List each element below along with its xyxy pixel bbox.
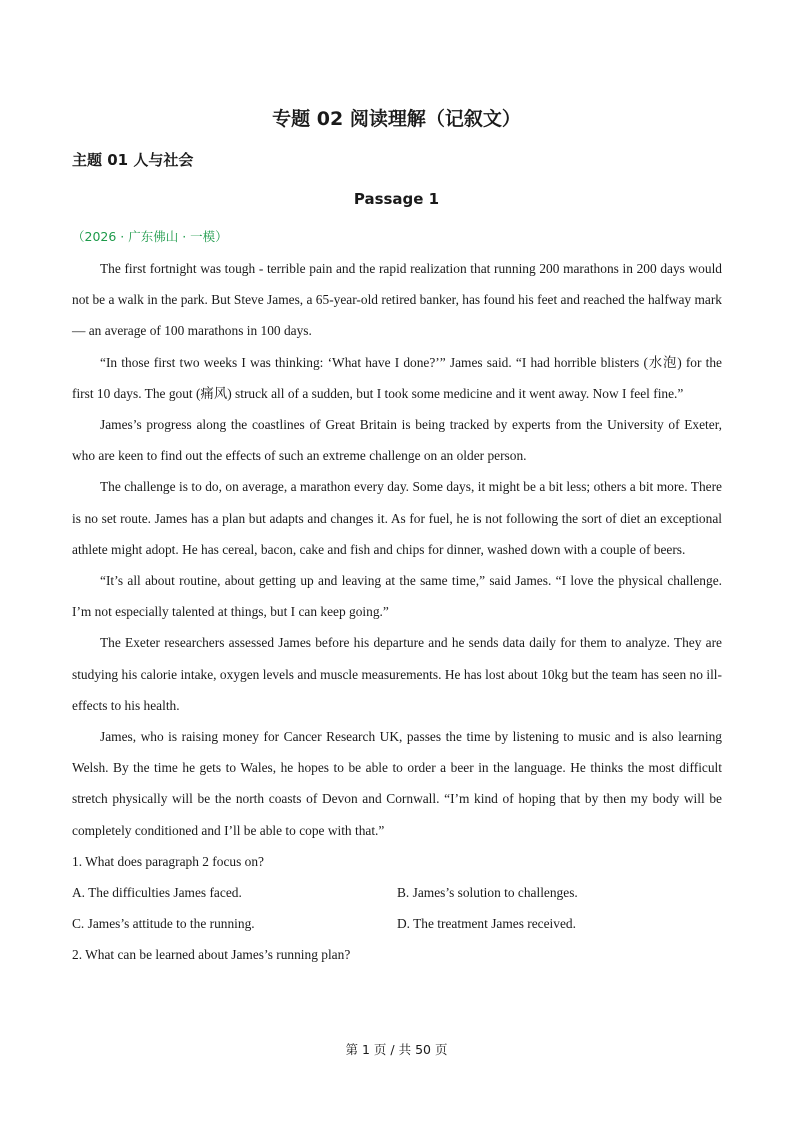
question-2-stem: 2. What can be learned about James’s running plan? [72, 947, 351, 963]
passage-title: Passage 1 [353, 190, 440, 208]
source-note: （2026 · 广东佛山 · 一模） [72, 229, 228, 244]
paragraph-5: “It’s all about routine, about getting up and leaving at the same time,” said James. “I love the physical challenge. I’m not especially talented at things, but I can keep going.” [72, 573, 722, 620]
paragraph-6: The Exeter researchers assessed James before his departure and he sends data daily for them to analyze. They are studying his calorie intake, oxygen levels and muscle measurements. He has lost about 10kg but the team has seen no ill-effects to his health. [72, 635, 722, 713]
option-c: C. James’s attitude to the running. [72, 916, 255, 932]
theme-heading: 主题 01 人与社会 [72, 151, 194, 169]
paragraph-1: The first fortnight was tough - terrible pain and the rapid realization that running 200 marathons in 200 days would not be a walk in the park. But Steve James, a 65-year-old retired banker, has found his feet and reached the halfway mark — an average of 100 marathons in 100 days. [72, 261, 722, 339]
paragraph-3: James’s progress along the coastlines of Great Britain is being tracked by experts from the University of Exeter, who are keen to find out the effects of such an extreme challenge on an older person. [72, 417, 722, 464]
paragraph-7: James, who is raising money for Cancer Research UK, passes the time by listening to music and is also learning Welsh. By the time he gets to Wales, he hopes to be able to order a beer in the language. He thinks the most difficult stretch physically will be the north coasts of Devon and Cornwall. “I’m kind of hoping that by then my body will be completely conditioned and I’ll be able to cope with that.” [72, 729, 722, 838]
paragraph-4: The challenge is to do, on average, a marathon every day. Some days, it might be a bit less; others a bit more. There is no set route. James has a plan but adapts and changes it. As for fuel, he is not following the sort of diet an exceptional athlete might adopt. He has cereal, bacon, cake and fish and chips for dinner, washed down with a couple of beers. [72, 479, 722, 557]
page-number: 第 1 页 / 共 50 页 [345, 1042, 448, 1057]
option-a: A. The difficulties James faced. [72, 885, 242, 901]
option-d: D. The treatment James received. [397, 916, 576, 932]
page-title: 专题 02 阅读理解（记叙文） [272, 108, 521, 130]
question-1-options-row-2 [72, 908, 722, 939]
question-1-options-row-1 [72, 877, 722, 908]
question-1-stem: 1. What does paragraph 2 focus on? [72, 853, 264, 869]
paragraph-2: “In those first two weeks I was thinking: ‘What have I done?’” James said. “I had horrible blisters (水泡) for the first 10 days. The gout (痛风) struck all of a sudden, but I took some medicine and it went away. Now I feel fine.” [72, 354, 722, 401]
option-b: B. James’s solution to challenges. [397, 885, 578, 901]
passage-body [72, 253, 722, 971]
